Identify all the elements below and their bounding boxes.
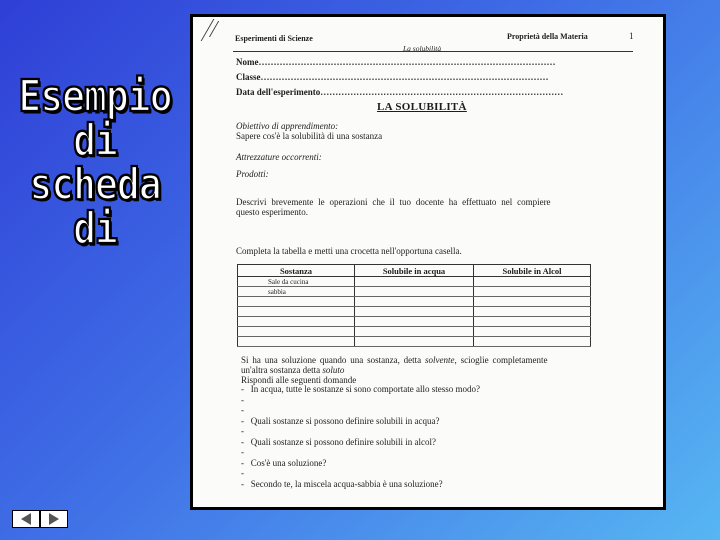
table-header-sostanza: Sostanza	[238, 265, 355, 277]
table-cell	[238, 297, 355, 307]
table-cell	[474, 307, 591, 317]
scan-mark	[201, 19, 229, 41]
slide-title	[16, 70, 174, 254]
table-cell	[474, 327, 591, 337]
page-number: 1	[629, 31, 634, 41]
header-right: Proprietà della Materia	[507, 32, 588, 41]
table-cell: Sale da cucina	[238, 277, 355, 287]
slide-title-line-1: Esempio	[18, 70, 172, 122]
table-cell	[474, 287, 591, 297]
table-cell	[355, 337, 474, 347]
objective-label: Obiettivo di apprendimento:	[236, 121, 339, 131]
table-header-acqua: Solubile in acqua	[355, 265, 474, 277]
question-5: - Secondo te, la miscela acqua-sabbia è una soluzione?	[241, 478, 443, 489]
prev-slide-button[interactable]	[12, 510, 40, 528]
table-cell	[238, 327, 355, 337]
table-row	[238, 287, 591, 297]
table-cell: sabbia	[238, 287, 355, 297]
table-row	[238, 307, 591, 317]
question-2: - Quali sostanze si possono definire solubili in acqua?	[241, 415, 440, 426]
question-1: - In acqua, tutte le sostanze si sono comportate allo stesso modo?	[241, 384, 480, 394]
worksheet-title: LA SOLUBILITÀ	[377, 101, 467, 113]
slide-navigation	[12, 510, 68, 528]
solution-line-1: Si ha una soluzione quando una sostanza, detta solvente, scioglie completamente	[241, 355, 548, 365]
field-data: Data dell'esperimento………………………………………………………………………	[236, 87, 564, 97]
table-header-row	[238, 265, 591, 277]
table-cell	[355, 277, 474, 287]
subheader: La solubilità	[403, 44, 442, 53]
field-classe: Classe……………………………………………………………………………………	[236, 72, 549, 82]
table-row	[238, 297, 591, 307]
table-cell	[355, 317, 474, 327]
table-cell	[474, 337, 591, 347]
next-slide-button[interactable]	[40, 510, 68, 528]
table-cell	[355, 327, 474, 337]
describe-line-1: Descrivi brevemente le operazioni che il tuo docente ha effettuato nel compiere	[236, 197, 551, 207]
question-3: - Quali sostanze si possono definire solubili in alcol?	[241, 436, 436, 447]
table-cell	[474, 277, 591, 287]
slide-title-line-4: di	[73, 202, 117, 254]
equipment-label: Attrezzature occorrenti:	[236, 152, 322, 162]
table-cell	[355, 297, 474, 307]
table-row	[238, 277, 591, 287]
table-cell	[474, 297, 591, 307]
slide-title-line-3: scheda	[29, 158, 161, 210]
table-cell	[238, 337, 355, 347]
solubility-table	[237, 264, 591, 347]
header-left: Esperimenti di Scienze	[235, 34, 313, 43]
question-4: - Cos'è una soluzione?	[241, 457, 327, 468]
table-header-alcol: Solubile in Alcol	[474, 265, 591, 277]
worksheet-page	[193, 17, 663, 507]
table-row	[238, 337, 591, 347]
solution-line-2: un'altra sostanza detta soluto	[241, 365, 345, 375]
table-instruction: Completa la tabella e metti una crocetta nell'opportuna casella.	[236, 246, 462, 256]
describe-line-2: questo esperimento.	[236, 207, 308, 217]
objective-text: Sapere cos'è la solubilità di una sostanza	[236, 131, 383, 141]
table-cell	[355, 307, 474, 317]
table-row	[238, 327, 591, 337]
table-cell	[238, 317, 355, 327]
table-cell	[474, 317, 591, 327]
field-nome: Nome………………………………………………………………………………………	[236, 57, 556, 67]
worksheet-image-frame	[190, 14, 666, 510]
slide-title-line-2: di	[73, 114, 117, 166]
triangle-right-icon	[49, 513, 59, 525]
products-label: Prodotti:	[236, 169, 269, 179]
header-rule	[233, 51, 633, 52]
table-row	[238, 317, 591, 327]
table-cell	[355, 287, 474, 297]
triangle-left-icon	[21, 513, 31, 525]
question-list: - In acqua, tutte le sostanze si sono comportate allo stesso modo? - - - Quali sostanze si possono definire solubili in acqua? - - Quali sostanze si possono definire solubili in alcol? - - Cos'è una soluzione? - - Secondo te, la miscela acqua-sabbia è una soluzione?	[241, 384, 480, 489]
table-cell	[238, 307, 355, 317]
answer-heading: Rispondi alle seguenti domande	[241, 375, 357, 385]
